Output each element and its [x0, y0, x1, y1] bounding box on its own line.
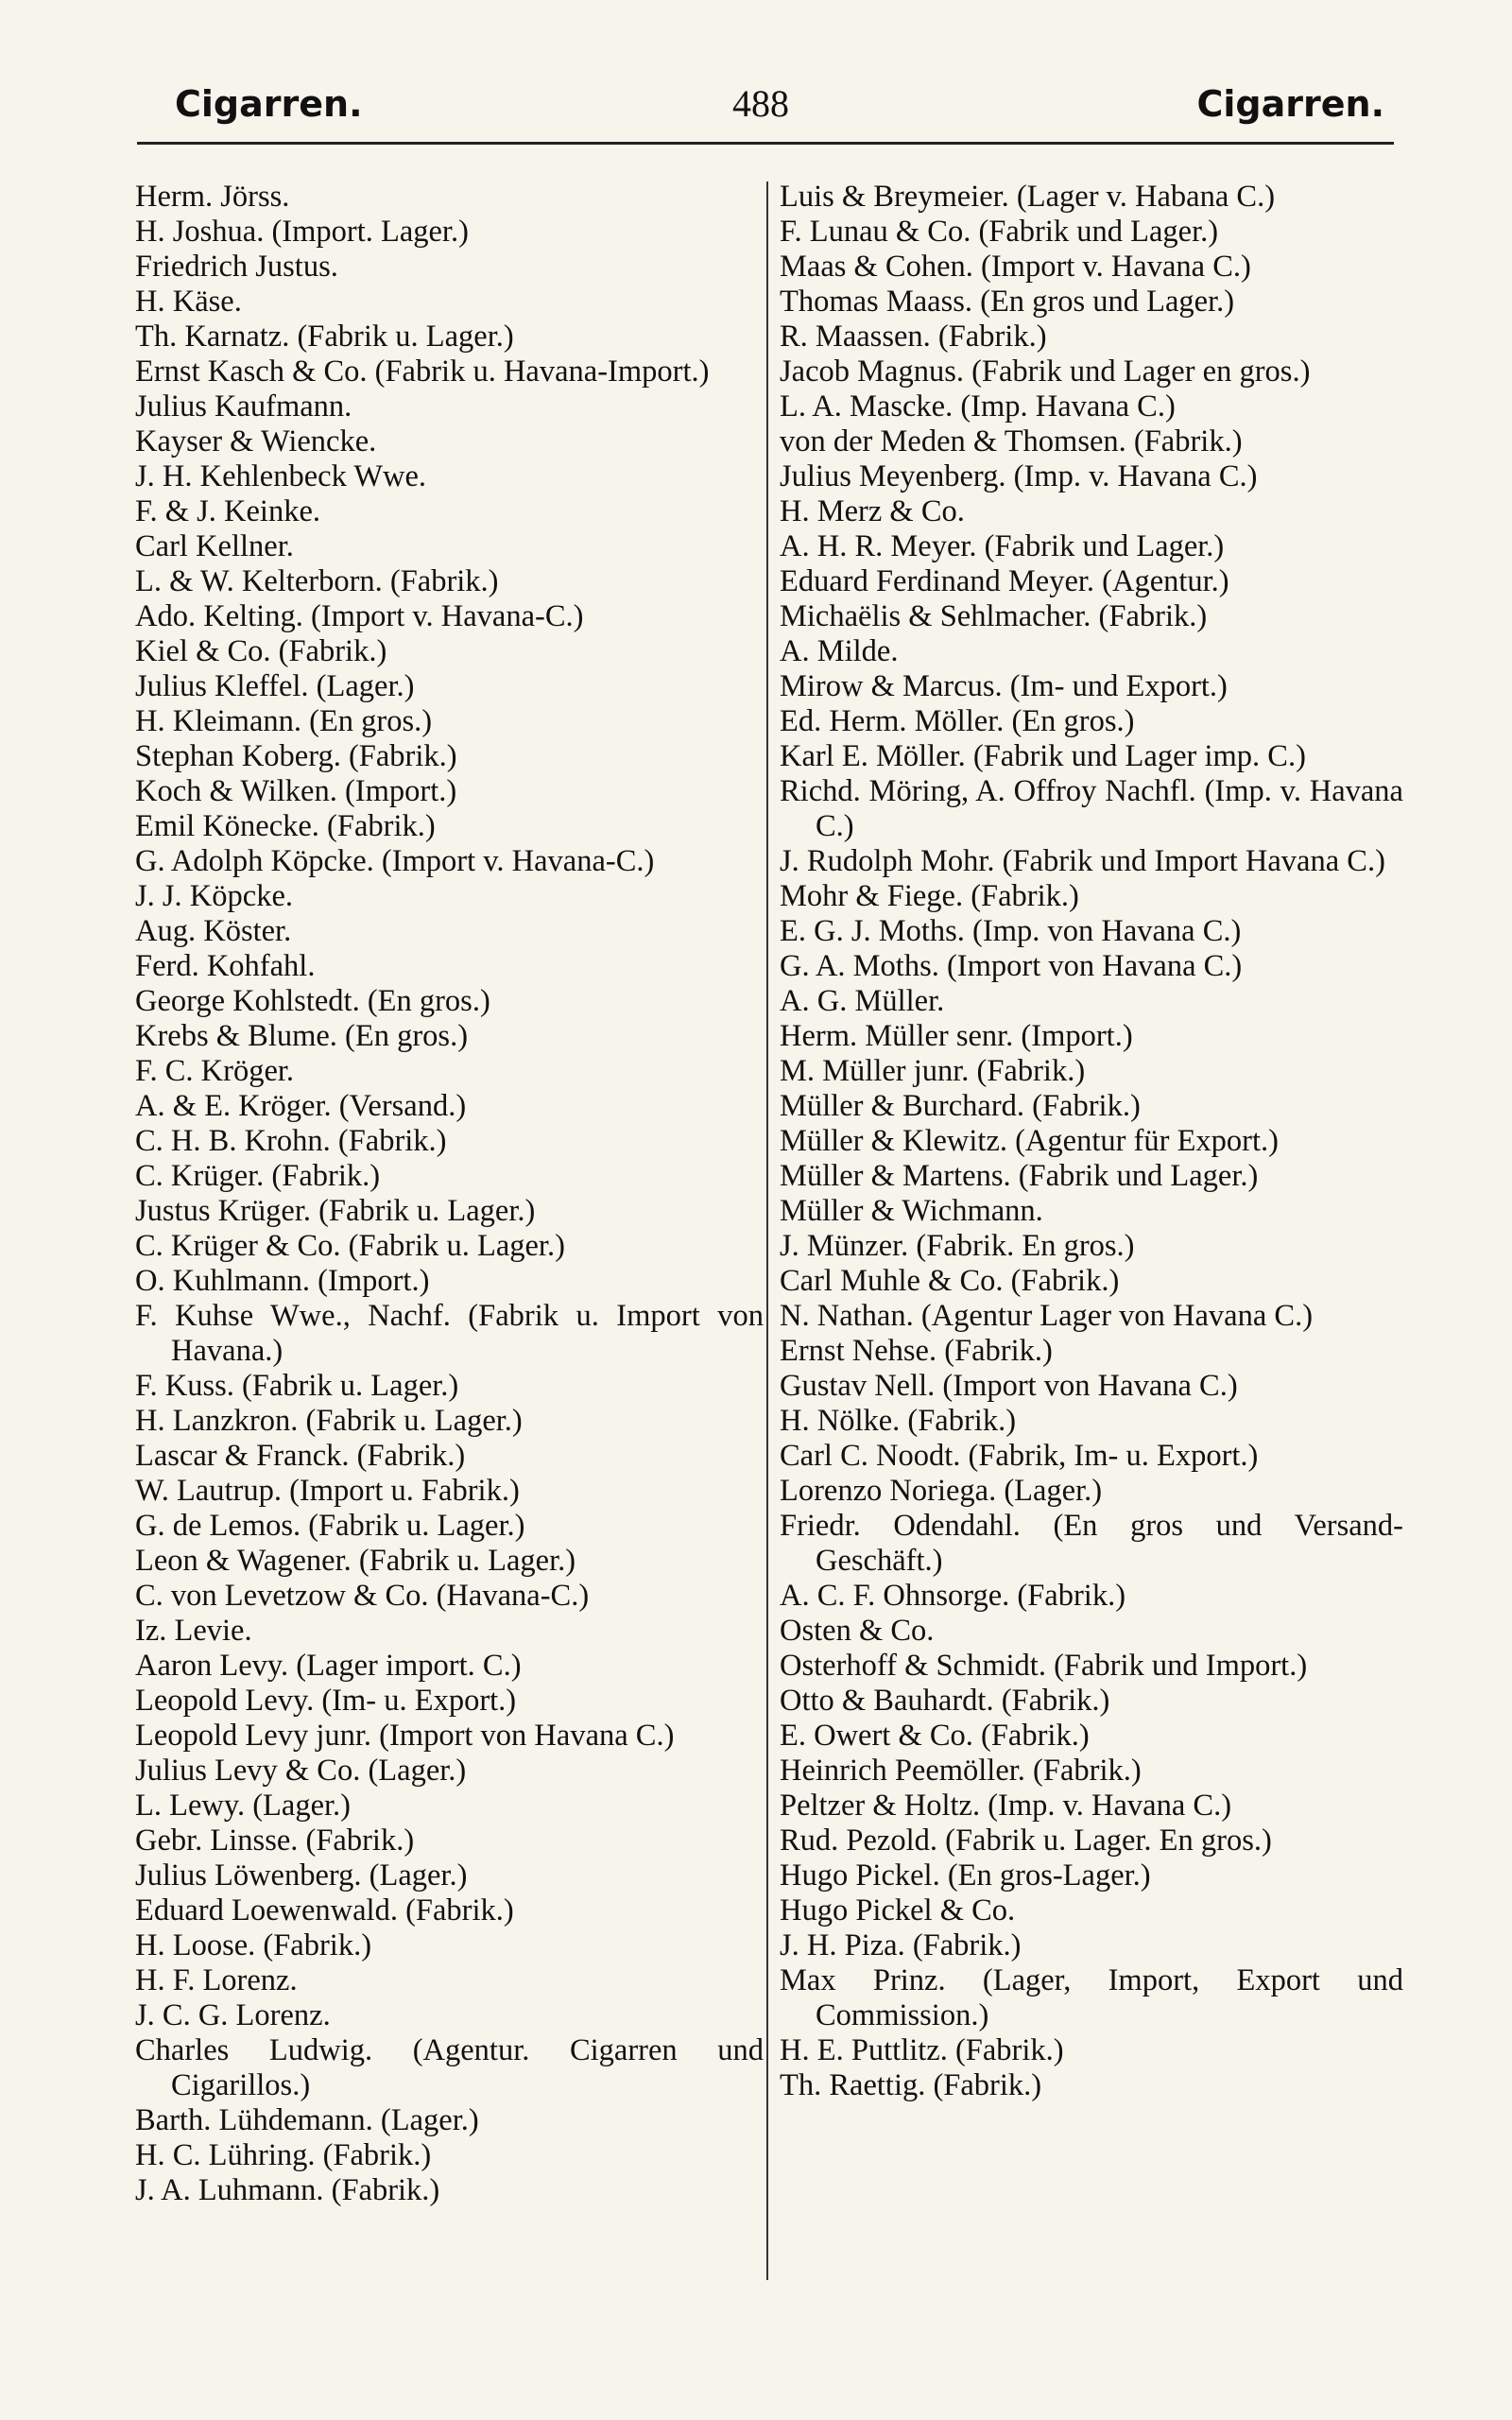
- directory-entry: Max Prinz. (Lager, Import, Export und Commission.): [780, 1963, 1403, 2032]
- directory-entry: Richd. Möring, A. Offroy Nachfl. (Imp. v. Havana C.): [780, 774, 1403, 843]
- directory-entry: Ernst Kasch & Co. (Fabrik u. Havana-Import.): [135, 354, 710, 389]
- directory-entry: G. Adolph Köpcke. (Import v. Havana-C.): [135, 844, 655, 878]
- directory-entry: Gustav Nell. (Import von Havana C.): [780, 1369, 1238, 1403]
- directory-entry: L. & W. Kelterborn. (Fabrik.): [135, 564, 499, 598]
- directory-entry: Peltzer & Holtz. (Imp. v. Havana C.): [780, 1789, 1232, 1823]
- directory-entry: Osten & Co.: [780, 1614, 935, 1648]
- directory-entry: C. H. B. Krohn. (Fabrik.): [135, 1124, 447, 1158]
- directory-entry: Heinrich Peemöller. (Fabrik.): [780, 1754, 1142, 1788]
- directory-entry: Hugo Pickel & Co.: [780, 1893, 1016, 1927]
- directory-entry: O. Kuhlmann. (Import.): [135, 1264, 430, 1298]
- directory-entry: A. Milde.: [780, 634, 899, 668]
- directory-entry: J. C. G. Lorenz.: [135, 1998, 331, 2032]
- directory-entry: Thomas Maass. (En gros und Lager.): [780, 285, 1235, 319]
- directory-entry: Friedr. Odendahl. (En gros und Versand-Geschäft.): [780, 1509, 1403, 1578]
- directory-entry: Luis & Breymeier. (Lager v. Habana C.): [780, 180, 1276, 214]
- directory-entry: Mirow & Marcus. (Im- und Export.): [780, 669, 1228, 703]
- directory-entry: J. H. Kehlenbeck Wwe.: [135, 459, 427, 493]
- page-number: 488: [732, 82, 789, 125]
- directory-entry: J. J. Köpcke.: [135, 879, 293, 913]
- directory-entry: Lorenzo Noriega. (Lager.): [780, 1474, 1103, 1508]
- directory-entry: Carl Kellner.: [135, 529, 294, 563]
- directory-entry: Müller & Burchard. (Fabrik.): [780, 1089, 1141, 1123]
- directory-entry: Koch & Wilken. (Import.): [135, 774, 457, 808]
- directory-entry: J. Rudolph Mohr. (Fabrik und Import Havana C.): [780, 844, 1385, 878]
- directory-entry: A. G. Müller.: [780, 984, 945, 1018]
- directory-entry: Iz. Levie.: [135, 1614, 252, 1648]
- directory-entry: Lascar & Franck. (Fabrik.): [135, 1439, 466, 1473]
- directory-entry: Julius Löwenberg. (Lager.): [135, 1858, 468, 1893]
- directory-entry: C. Krüger. (Fabrik.): [135, 1159, 381, 1193]
- directory-entry: F. C. Kröger.: [135, 1054, 295, 1088]
- directory-entry: Osterhoff & Schmidt. (Fabrik und Import.): [780, 1649, 1308, 1683]
- directory-entry: Müller & Klewitz. (Agentur für Export.): [780, 1124, 1279, 1158]
- directory-entry: Herm. Jörss.: [135, 180, 290, 214]
- directory-entry: A. H. R. Meyer. (Fabrik und Lager.): [780, 529, 1225, 563]
- directory-entry: Eduard Loewenwald. (Fabrik.): [135, 1893, 514, 1927]
- directory-entry: Aug. Köster.: [135, 914, 292, 948]
- directory-entry: Ado. Kelting. (Import v. Havana-C.): [135, 599, 584, 633]
- directory-entry: Otto & Bauhardt. (Fabrik.): [780, 1684, 1110, 1718]
- directory-entry: Müller & Martens. (Fabrik und Lager.): [780, 1159, 1259, 1193]
- directory-entry: Justus Krüger. (Fabrik u. Lager.): [135, 1194, 536, 1228]
- directory-entry: Leon & Wagener. (Fabrik u. Lager.): [135, 1544, 576, 1578]
- directory-entry: C. Krüger & Co. (Fabrik u. Lager.): [135, 1229, 565, 1263]
- directory-entry: R. Maassen. (Fabrik.): [780, 320, 1047, 354]
- directory-entry: Kayser & Wiencke.: [135, 424, 377, 458]
- directory-entry: Michaëlis & Sehlmacher. (Fabrik.): [780, 599, 1208, 633]
- directory-entry: A. & E. Kröger. (Versand.): [135, 1089, 467, 1123]
- directory-entry: Mohr & Fiege. (Fabrik.): [780, 879, 1079, 913]
- right-column: [780, 180, 1403, 2103]
- directory-entry: F. & J. Keinke.: [135, 494, 320, 528]
- directory-entry: H. E. Puttlitz. (Fabrik.): [780, 2033, 1064, 2067]
- directory-entry: Hugo Pickel. (En gros-Lager.): [780, 1858, 1151, 1893]
- directory-entry: Th. Raettig. (Fabrik.): [780, 2068, 1042, 2102]
- directory-entry: Maas & Cohen. (Import v. Havana C.): [780, 250, 1251, 284]
- directory-entry: Jacob Magnus. (Fabrik und Lager en gros.): [780, 354, 1311, 389]
- directory-entry: F. Kuss. (Fabrik u. Lager.): [135, 1369, 459, 1403]
- directory-entry: J. A. Luhmann. (Fabrik.): [135, 2173, 440, 2207]
- directory-entry: Carl Muhle & Co. (Fabrik.): [780, 1264, 1120, 1298]
- directory-entry: Kiel & Co. (Fabrik.): [135, 634, 387, 668]
- directory-entry: Julius Levy & Co. (Lager.): [135, 1754, 467, 1788]
- directory-entry: H. Nölke. (Fabrik.): [780, 1404, 1017, 1438]
- directory-entry: Rud. Pezold. (Fabrik u. Lager. En gros.): [780, 1824, 1272, 1858]
- directory-entry: M. Müller junr. (Fabrik.): [780, 1054, 1086, 1088]
- directory-entry: H. Kleimann. (En gros.): [135, 704, 433, 738]
- directory-entry: Julius Kleffel. (Lager.): [135, 669, 415, 703]
- page-header: [175, 76, 1384, 132]
- directory-entry: H. C. Lühring. (Fabrik.): [135, 2138, 432, 2172]
- directory-entry: F. Lunau & Co. (Fabrik und Lager.): [780, 215, 1219, 249]
- directory-entry: C. von Levetzow & Co. (Havana-C.): [135, 1579, 590, 1613]
- directory-entry: Herm. Müller senr. (Import.): [780, 1019, 1133, 1053]
- directory-entry: Leopold Levy junr. (Import von Havana C.): [135, 1719, 675, 1753]
- directory-entry: Ernst Nehse. (Fabrik.): [780, 1334, 1053, 1368]
- directory-entry: Ferd. Kohfahl.: [135, 949, 316, 983]
- running-head-right: Cigarren.: [1196, 83, 1384, 125]
- header-rule: [137, 142, 1394, 145]
- running-head-left: Cigarren.: [175, 83, 363, 125]
- directory-entry: H. Käse.: [135, 285, 242, 319]
- directory-entry: H. Lanzkron. (Fabrik u. Lager.): [135, 1404, 523, 1438]
- directory-entry: W. Lautrup. (Import u. Fabrik.): [135, 1474, 520, 1508]
- directory-entry: Julius Kaufmann.: [135, 389, 352, 424]
- directory-entry: Leopold Levy. (Im- u. Export.): [135, 1684, 517, 1718]
- directory-entry: Th. Karnatz. (Fabrik u. Lager.): [135, 320, 514, 354]
- column-divider: [766, 182, 768, 2280]
- directory-entry: von der Meden & Thomsen. (Fabrik.): [780, 424, 1243, 458]
- directory-entry: Julius Meyenberg. (Imp. v. Havana C.): [780, 459, 1258, 493]
- directory-entry: H. Loose. (Fabrik.): [135, 1928, 372, 1962]
- directory-entry: L. A. Mascke. (Imp. Havana C.): [780, 389, 1176, 424]
- directory-entry: Friedrich Justus.: [135, 250, 338, 284]
- directory-entry: F. Kuhse Wwe., Nachf. (Fabrik u. Import von Havana.): [135, 1299, 764, 1368]
- directory-entry: Stephan Koberg. (Fabrik.): [135, 739, 457, 773]
- directory-entry: Müller & Wichmann.: [780, 1194, 1043, 1228]
- directory-entry: Barth. Lühdemann. (Lager.): [135, 2103, 479, 2137]
- left-column: [135, 180, 764, 2208]
- directory-entry: Krebs & Blume. (En gros.): [135, 1019, 469, 1053]
- directory-entry: Carl C. Noodt. (Fabrik, Im- u. Export.): [780, 1439, 1259, 1473]
- directory-entry: N. Nathan. (Agentur Lager von Havana C.): [780, 1299, 1314, 1333]
- directory-entry: Eduard Ferdinand Meyer. (Agentur.): [780, 564, 1229, 598]
- directory-entry: E. G. J. Moths. (Imp. von Havana C.): [780, 914, 1242, 948]
- directory-entry: G. A. Moths. (Import von Havana C.): [780, 949, 1243, 983]
- directory-entry: Emil Könecke. (Fabrik.): [135, 809, 436, 843]
- directory-entry: Aaron Levy. (Lager import. C.): [135, 1649, 522, 1683]
- directory-entry: H. F. Lorenz.: [135, 1963, 298, 1997]
- directory-entry: H. Merz & Co.: [780, 494, 965, 528]
- directory-entry: Ed. Herm. Möller. (En gros.): [780, 704, 1135, 738]
- directory-entry: E. Owert & Co. (Fabrik.): [780, 1719, 1090, 1753]
- directory-entry: Karl E. Möller. (Fabrik und Lager imp. C.): [780, 739, 1306, 773]
- directory-entry: George Kohlstedt. (En gros.): [135, 984, 490, 1018]
- directory-entry: A. C. F. Ohnsorge. (Fabrik.): [780, 1579, 1126, 1613]
- directory-entry: Charles Ludwig. (Agentur. Cigarren und Cigarillos.): [135, 2033, 764, 2102]
- directory-entry: Gebr. Linsse. (Fabrik.): [135, 1824, 415, 1858]
- directory-entry: J. Münzer. (Fabrik. En gros.): [780, 1229, 1135, 1263]
- directory-entry: J. H. Piza. (Fabrik.): [780, 1928, 1022, 1962]
- directory-entry: L. Lewy. (Lager.): [135, 1789, 351, 1823]
- directory-entry: H. Joshua. (Import. Lager.): [135, 215, 469, 249]
- directory-entry: G. de Lemos. (Fabrik u. Lager.): [135, 1509, 525, 1543]
